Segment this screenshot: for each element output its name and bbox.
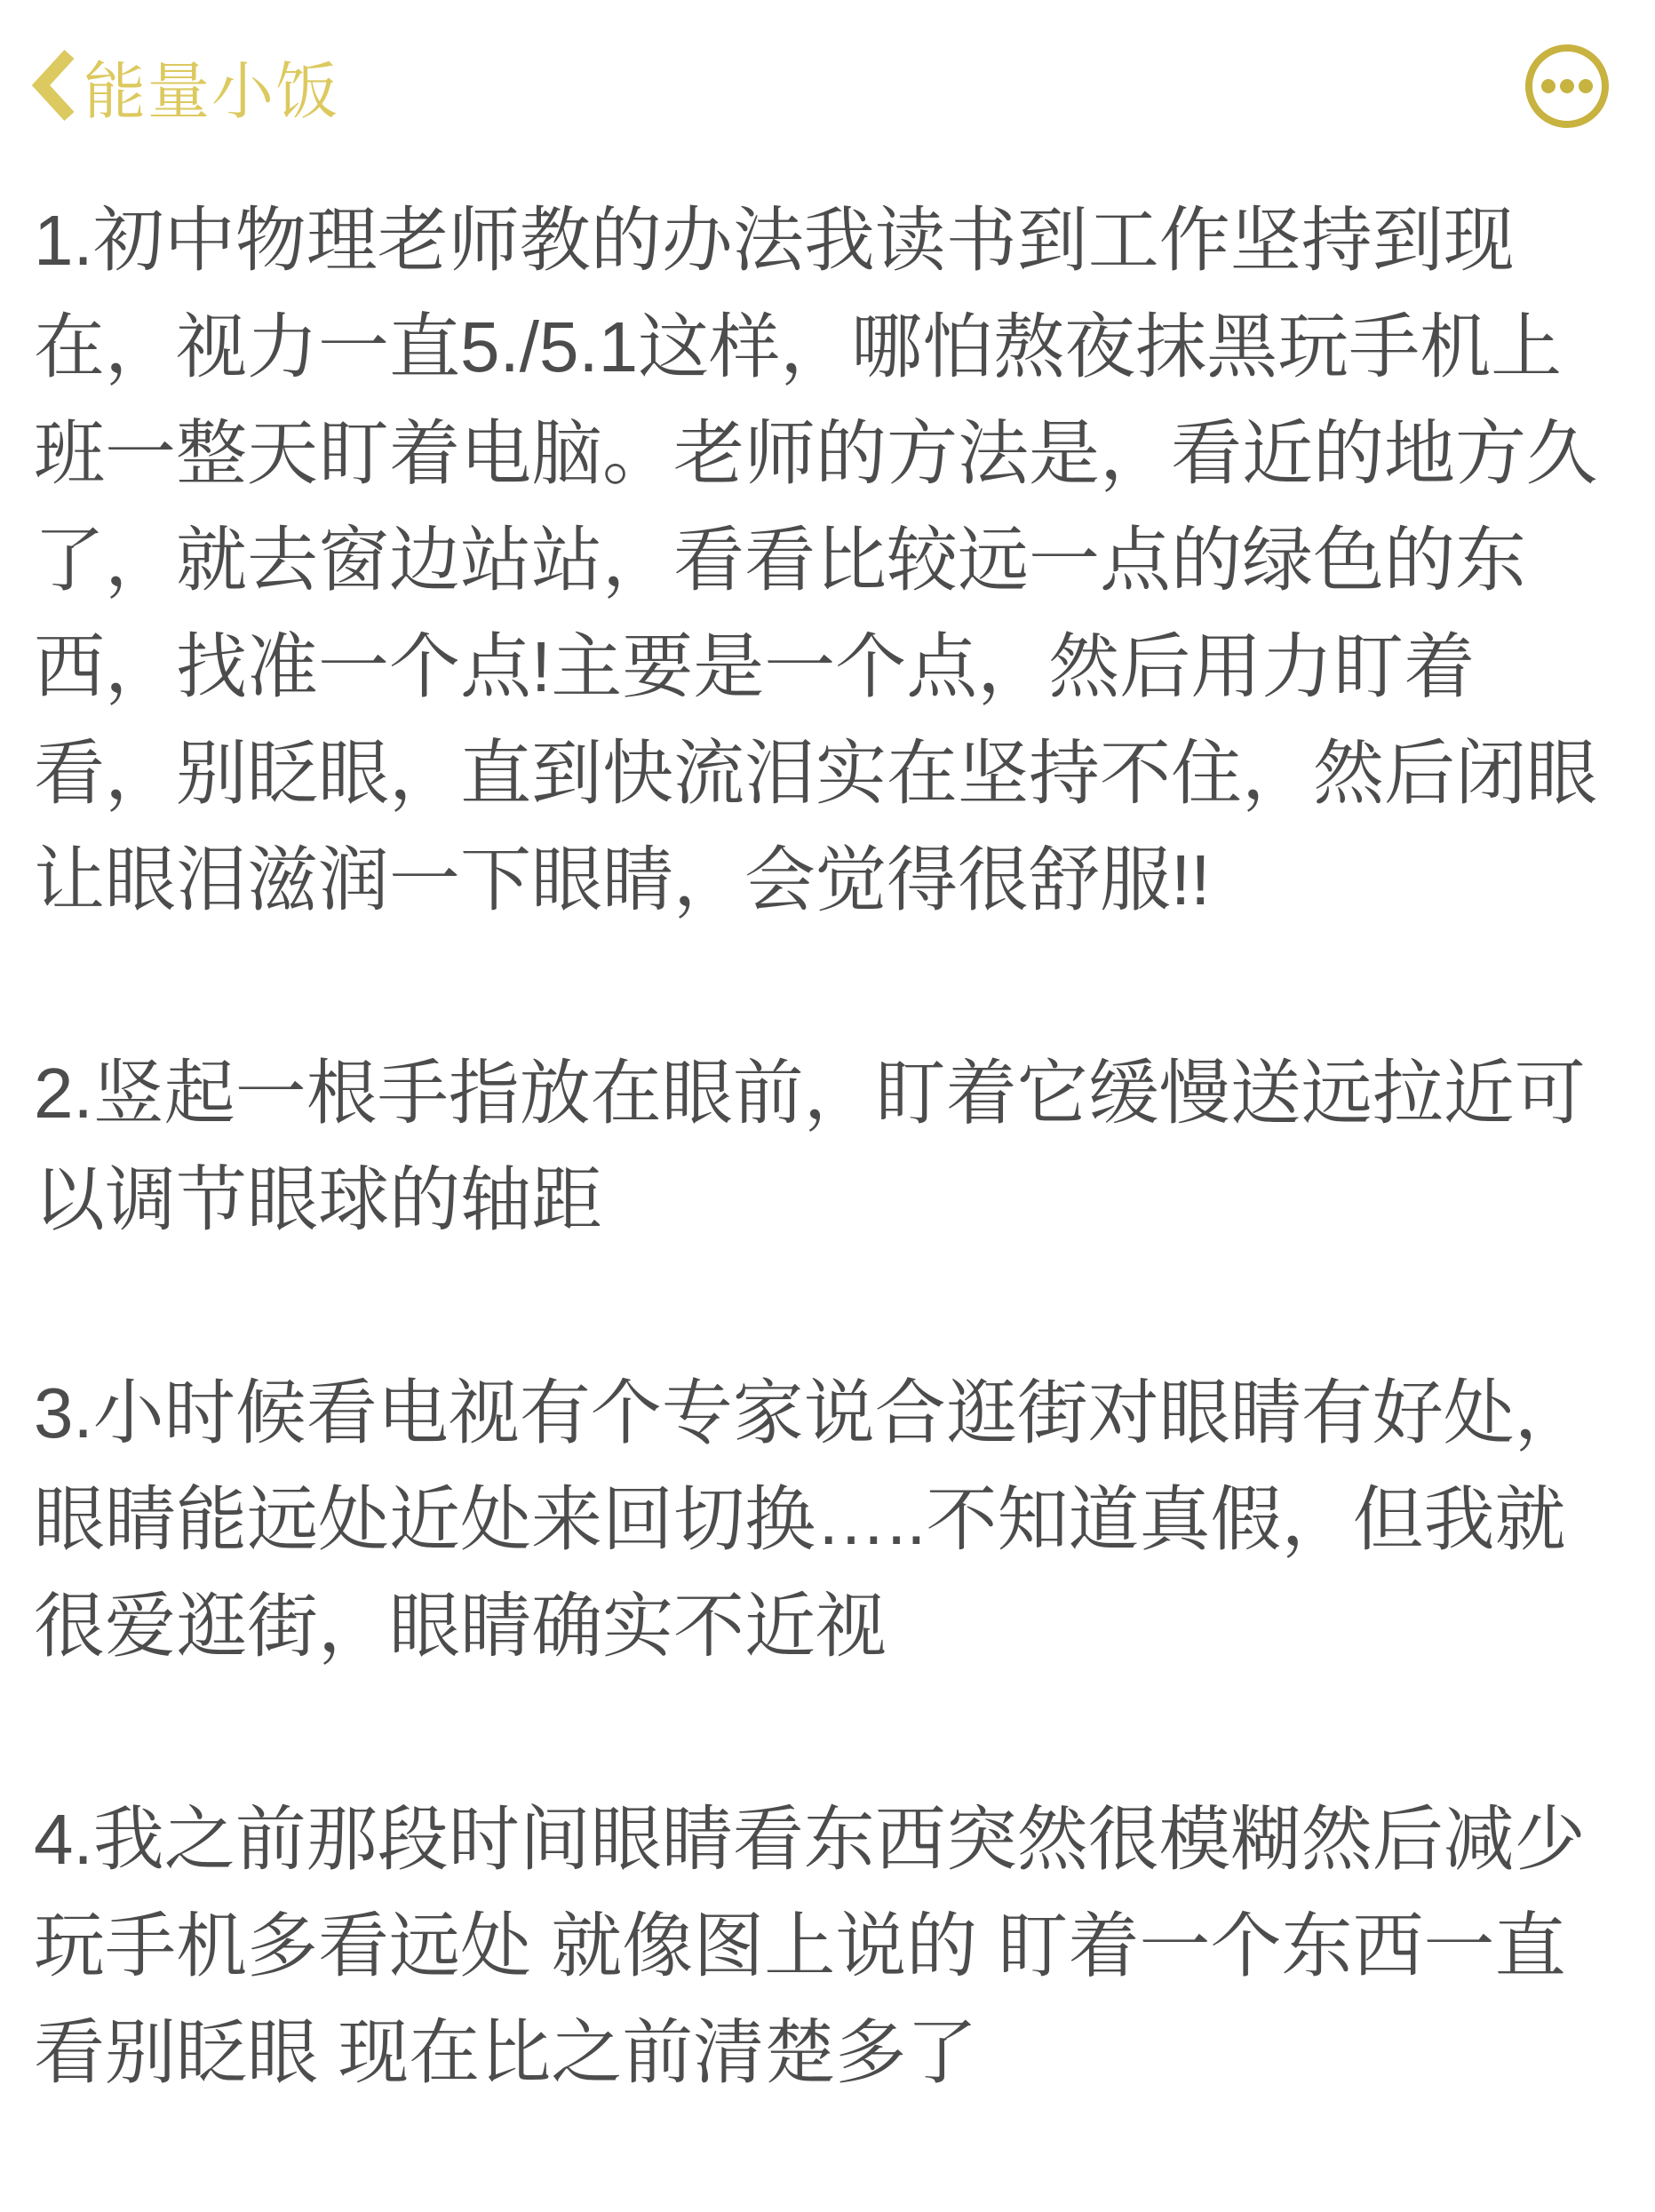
tip-paragraph-1 [34, 187, 1619, 934]
text-line: 在，视力一直5./5.1这样，哪怕熬夜抹黑玩手机上 [34, 307, 1563, 386]
text-line: 让眼泪滋润一下眼睛，会觉得很舒服!! [34, 840, 1211, 919]
tip-paragraph-3 [34, 1360, 1619, 1680]
text-line: 以调节眼球的轴距 [34, 1160, 602, 1239]
nav-bar [0, 0, 1655, 134]
note-content [0, 134, 1655, 2106]
text-line: 西，找准一个点!主要是一个点，然后用力盯着 [34, 627, 1476, 706]
text-line: 很爱逛街，眼睛确实不近视 [34, 1587, 887, 1666]
more-options-button[interactable] [1524, 36, 1611, 134]
tip-paragraph-2 [34, 1040, 1619, 1253]
text-line: 4.我之前那段时间眼睛看东西突然很模糊然后减少 [34, 1800, 1586, 1879]
text-line: 班一整天盯着电脑。老师的方法是，看近的地方久 [34, 414, 1597, 493]
ellipsis-circle-icon [1524, 118, 1611, 133]
text-line: 看，别眨眼，直到快流泪实在坚持不住，然后闭眼 [34, 734, 1597, 813]
text-line: 看别眨眼 现在比之前清楚多了 [34, 2013, 978, 2092]
text-line: 3.小时候看电视有个专家说合逛街对眼睛有好处， [34, 1373, 1586, 1452]
text-line: 了，就去窗边站站，看看比较远一点的绿色的东 [34, 521, 1526, 600]
text-line: 玩手机多看远处 就像图上说的 盯着一个东西一直 [34, 1906, 1566, 1985]
text-line: 1.初中物理老师教的办法我读书到工作坚持到现 [34, 201, 1515, 280]
text-line: 眼睛能远处近处来回切换…..不知道真假，但我就 [34, 1480, 1566, 1559]
text-line: 2.竖起一根手指放在眼前，盯着它缓慢送远拉近可 [34, 1054, 1586, 1133]
back-label: 能量小饭 [84, 56, 339, 126]
tip-paragraph-4 [34, 1786, 1619, 2106]
chevron-left-icon [30, 47, 76, 123]
back-button[interactable] [30, 47, 339, 126]
